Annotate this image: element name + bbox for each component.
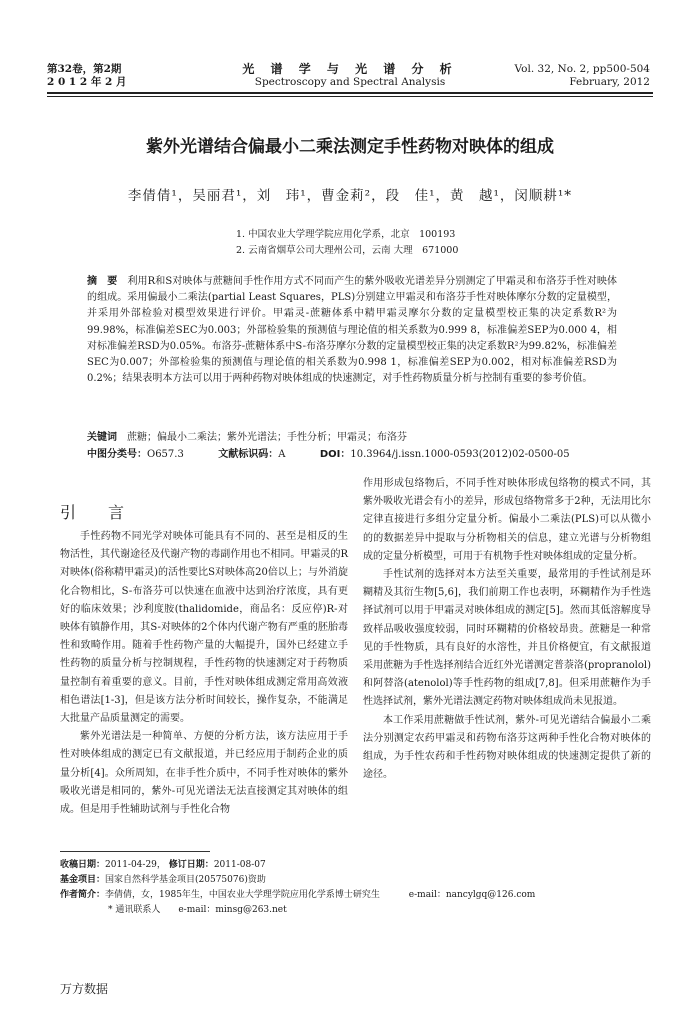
paragraph: 紫外光谱法是一种简单、方便的分析方法，该方法应用于手性对映体组成的测定已有文献报道，并已经应用于制药企业的质量分析[4]。众所周知，在非手性介质中，不同手性对映体的紫外吸收光谱是相同的，紫外-可见光谱法无法直接测定其对映体的组成。但是用手性辅助试剂与手性化合物: [60, 731, 348, 816]
keywords-label: 关键词: [87, 432, 117, 443]
abstract-text: 利用R和S对映体与蔗糖间手性作用方式不同而产生的紫外吸收光谱差异分别测定了甲霜灵和布洛芬手性对映体的组成。采用偏最小二乘法(partial Least Squares，PLS)分别建立甲霜灵和布洛芬手性对映体摩尔分数的定量模型，并采用外部检验对模型效果进行评价。甲霜灵-蔗糖体系中精甲霜灵摩尔分数的定量模型校正集的决定系数R²为99.98%，标准偏差SEC为0.003；外部检验集的预测值与理论值的相关系数为0.999 8，标准偏差SEP为0.000 4，相对标准偏差RSD为0.05%。布洛芬-蔗糖体系中S-布洛芬摩尔分数的定量模型校正集的决定系数R²为99.82%，标准偏差SEC为0.007；外部检验集的预测值与理论值的相关系数为0.998 1，标准偏差SEP为0.002，相对标准偏差RSD为0.2%；结果表明本方法可以用于两种药物对映体组成的快速测定，对手性药物质量分析与控制有重要的参考价值。: [87, 276, 617, 385]
affiliation-1: 1. 中国农业大学理学院应用化学系，北京 100193: [236, 229, 456, 240]
fund-value: 国家自然科学基金项目(20575076)资助: [105, 875, 266, 885]
right-column: [363, 475, 651, 784]
revised-date: 2011-08-07: [213, 860, 266, 870]
watermark-text: 万方数据: [60, 982, 109, 996]
footnotes: [60, 858, 535, 918]
header-rule-thin: [47, 96, 653, 97]
journal-volume-info: [47, 63, 126, 89]
received-date: 2011-04-29，: [105, 860, 166, 870]
journal-name-cn: 光 谱 学 与 光 谱 分 析: [242, 62, 458, 76]
journal-volume-info-en: [515, 63, 650, 89]
bio-value: 李倩倩，女，1985年生，中国农业大学理学院应用化学系博士研究生: [105, 890, 380, 900]
affiliations: [236, 227, 458, 259]
volume-pages-en: Vol. 32, No. 2, pp500-504: [514, 63, 650, 75]
date-cn: 2 0 1 2 年 2 月: [47, 76, 127, 88]
paper-title: 紫外光谱结合偏最小二乘法测定手性药物对映体的组成: [146, 137, 554, 157]
bio-email: e-mail：nancylgq@126.com: [408, 890, 536, 900]
volume-issue-cn: 第32卷，第2期: [47, 63, 122, 75]
keywords-text: 蔗糖；偏最小二乘法；紫外光谱法；手性分析；甲霜灵；布洛芬: [127, 432, 407, 443]
journal-name-en: Spectroscopy and Spectral Analysis: [254, 76, 446, 88]
author-list: 李倩倩¹，吴丽君¹，刘 玮¹，曹金莉²，段 佳¹，黄 越¹，闵顺耕¹*: [127, 188, 573, 204]
footnote-rule: [60, 851, 210, 852]
paragraph: 作用形成包络物后，不同手性对映体形成包络物的模式不同，其紫外吸收光谱会有小的差异，形成包络物常多于2种，无法用比尔定律直接进行多组分定量分析。偏最小二乘法(PLS)可以从微小的的数据差异中提取与分析物相关的信息，建立光谱与分析物组成的定量分析模型，可用于有机物手性对映体组成的定量分析。: [363, 478, 651, 562]
doi-value: 10.3964/j.issn.1000-0593(2012)02-0500-05: [350, 449, 570, 460]
classification-line: [87, 447, 617, 463]
clc-value: O657.3: [147, 449, 184, 460]
fund-label: 基金项目：: [60, 875, 106, 885]
paragraph: 本工作采用蔗糖做手性试剂，紫外-可见光谱结合偏最小二乘法分别测定农药甲霜灵和药物布洛芬这两种手性化合物对映体的组成，为手性农药和手性药物对映体组成的快速测定提供了新的途径。: [363, 714, 651, 781]
abstract: [87, 274, 617, 387]
journal-name: [200, 63, 500, 89]
left-column: [60, 528, 348, 819]
abstract-label: 摘 要: [87, 276, 118, 287]
revised-label: 修订日期：: [168, 860, 214, 870]
footnote-contact: * 通讯联系人 e-mail：minsg@263.net: [108, 905, 287, 915]
clc-label: 中图分类号：: [87, 449, 147, 460]
received-label: 收稿日期：: [60, 860, 106, 870]
keywords: [87, 430, 617, 446]
date-en: February, 2012: [569, 76, 650, 88]
header-rule-thick: [47, 92, 653, 94]
footnote-fund: [60, 873, 535, 888]
paragraph: 手性药物不同光学对映体可能具有不同的、甚至是相反的生物活性，其代谢途径及代谢产物的毒副作用也不相同。甲霜灵的R对映体(俗称精甲霜灵)的活性要比S对映体高20倍以上；与外消旋化合物相比，S-布洛芬可以快速在血液中达到治疗浓度，具有更好的临床效果；沙利度胺(thalidomide，商品名：反应停)R-对映体有镇静作用，其S-对映体的2个体内代谢产物有严重的胚胎毒性和致畸作用。随着手性药物产量的大幅提升，国外已经建立手性药物的质量分析与控制规程，手性药物的快速测定对于药物质量控制有着重要的意义。目前，手性对映体组成测定常用高效液相色谱法[1-3]，但是该方法分析时间较长，操作复杂，不能满足大批量产品质量测定的需要。: [60, 531, 348, 725]
footnote-dates: [60, 858, 535, 873]
doc-code-value: A: [278, 449, 286, 460]
paragraph: 手性试剂的选择对本方法至关重要，最常用的手性试剂是环糊精及其衍生物[5,6]，我们前期工作也表明，环糊精作为手性选择试剂可以用于甲霜灵对映体组成的测定[5]。然而其低溶解度导致样品吸收强度较弱，同时环糊精的价格较昂贵。蔗糖是一种常见的手性物质，具有良好的水溶性，并且价格便宜，有文献报道采用蔗糖为手性选择剂结合近红外光谱测定普萘洛(propranolol)和阿替洛(atenolol)等手性药物的组成[7,8]。但采用蔗糖作为手性选择试剂，紫外光谱法测定药物对映体组成尚未见报道。: [363, 569, 651, 708]
doc-code-label: 文献标识码：: [218, 449, 279, 460]
doi-label: DOI：: [319, 449, 351, 460]
bio-label: 作者简介：: [60, 890, 106, 900]
footnote-bio: [60, 888, 535, 903]
section-heading-introduction: 引 言: [60, 503, 133, 522]
affiliation-2: 2. 云南省烟草公司大理州公司，云南 大理 671000: [236, 245, 459, 256]
